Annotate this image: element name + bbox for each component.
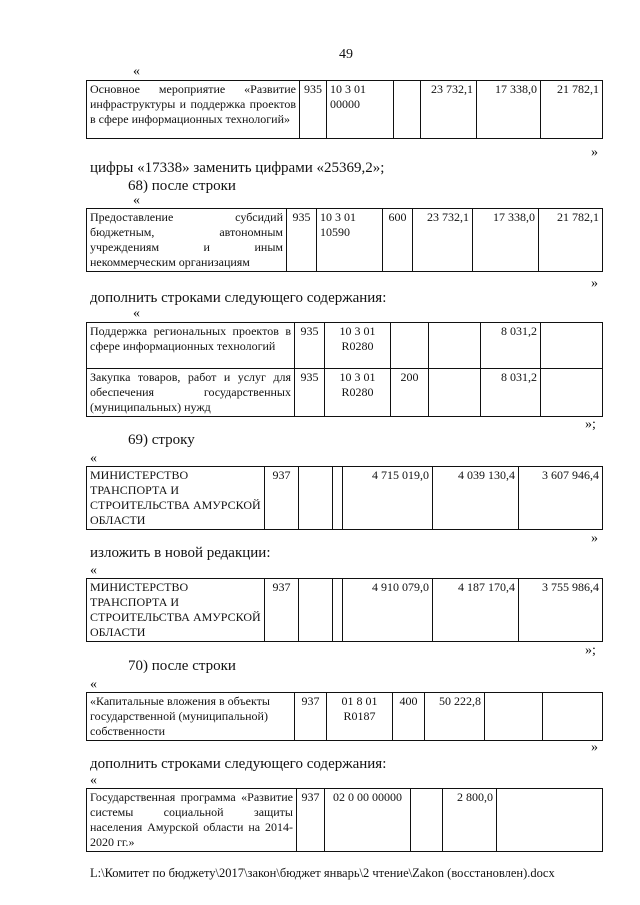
row-code: 937 [295,693,327,741]
row-code: 935 [300,81,327,139]
row-vr: 600 [383,209,413,272]
row-value-1: 4 910 079,0 [343,579,433,642]
row-value-1 [429,369,481,417]
table-ministry-new [86,578,603,642]
row-section: 10 3 01 R0280 [325,369,391,417]
paragraph-add-rows-2: дополнить строками следующего содержания: [90,756,387,772]
row-value-1: 23 732,1 [421,81,477,139]
row-vr [391,323,429,369]
row-name: МИНИСТЕРСТВО ТРАНСПОРТА И СТРОИТЕЛЬСТВА АМУРСКОЙ ОБЛАСТИ [87,579,265,642]
row-value-2: 8 031,2 [481,369,541,417]
open-quote: « [90,563,97,578]
row-code: 937 [265,579,299,642]
open-quote: « [133,64,140,79]
table-row-1 [86,80,603,139]
table-row-2 [86,208,603,272]
paragraph-replace: цифры «17338» заменить цифрами «25369,2»; [90,160,385,176]
close-quote: » [591,145,598,160]
row-value-3: 3 755 986,4 [519,579,603,642]
row-section: 10 3 01 R0280 [325,323,391,369]
close-quote: » [591,276,598,291]
row-value-2 [497,789,603,852]
row-section: 10 3 01 10590 [317,209,383,272]
close-quote: »; [585,417,596,432]
row-name: Основное мероприятие «Развитие инфраструктуры и поддержка проектов в сфере информационных технологий» [87,81,300,139]
row-vr [411,789,443,852]
page-number: 49 [339,47,353,62]
paragraph-new-edition: изложить в новой редакции: [90,545,271,561]
close-quote: » [591,531,598,546]
row-value-2: 17 338,0 [473,209,539,272]
row-name: «Капитальные вложения в объекты государственной (муниципальной) собственности [87,693,295,741]
row-section: 02 0 00 00000 [325,789,411,852]
row-value-2: 4 039 130,4 [433,467,519,530]
row-value-2: 17 338,0 [477,81,541,139]
row-name: Поддержка региональных проектов в сфере информационных технологий [87,323,295,369]
open-quote: « [133,193,140,208]
row-value-3: 21 782,1 [541,81,603,139]
row-value-1: 4 715 019,0 [343,467,433,530]
row-value-1: 2 800,0 [443,789,497,852]
row-value-2 [485,693,543,741]
row-value-1: 23 732,1 [413,209,473,272]
table-row-capital [86,692,603,741]
open-quote: « [90,773,97,788]
table-row-program [86,788,603,852]
row-section [299,579,333,642]
row-name: Закупка товаров, работ и услуг для обеспечения государственных (муниципальных) нужд [87,369,295,417]
row-value-3 [541,323,603,369]
row-value-2: 8 031,2 [481,323,541,369]
close-quote: » [591,740,598,755]
row-section: 10 3 01 00000 [327,81,394,139]
row-value-3: 21 782,1 [539,209,603,272]
row-section [299,467,333,530]
row-vr: 400 [393,693,425,741]
paragraph-68: 68) после строки [128,178,236,194]
open-quote: « [133,306,140,321]
row-code: 935 [295,369,325,417]
table-new-rows-1 [86,322,603,417]
paragraph-add-rows: дополнить строками следующего содержания: [90,290,387,306]
row-vr [333,467,343,530]
table-ministry-old [86,466,603,530]
row-section: 01 8 01 R0187 [327,693,393,741]
paragraph-70: 70) после строки [128,658,236,674]
row-value-3: 3 607 946,4 [519,467,603,530]
row-value-1: 50 222,8 [425,693,485,741]
row-code: 937 [265,467,299,530]
table-row [87,323,603,369]
close-quote: »; [585,643,596,658]
open-quote: « [90,677,97,692]
row-code: 937 [297,789,325,852]
row-value-1 [429,323,481,369]
row-vr [394,81,421,139]
footer-path: L:\Комитет по бюджету\2017\закон\бюджет январь\2 чтение\Zakon (восстановлен).docx [90,866,555,880]
paragraph-69: 69) строку [128,432,195,448]
row-name: Предоставление субсидий бюджетным, автономным учреждениям и иным некоммерческим организациям [87,209,287,272]
row-value-3 [543,693,603,741]
row-vr [333,579,343,642]
row-value-2: 4 187 170,4 [433,579,519,642]
row-name: Государственная программа «Развитие системы социальной защиты населения Амурской области на 2014-2020 гг.» [87,789,297,852]
row-code: 935 [287,209,317,272]
row-name: МИНИСТЕРСТВО ТРАНСПОРТА И СТРОИТЕЛЬСТВА АМУРСКОЙ ОБЛАСТИ [87,467,265,530]
open-quote: « [90,451,97,466]
row-vr: 200 [391,369,429,417]
row-value-3 [541,369,603,417]
table-row [87,369,603,417]
row-code: 935 [295,323,325,369]
